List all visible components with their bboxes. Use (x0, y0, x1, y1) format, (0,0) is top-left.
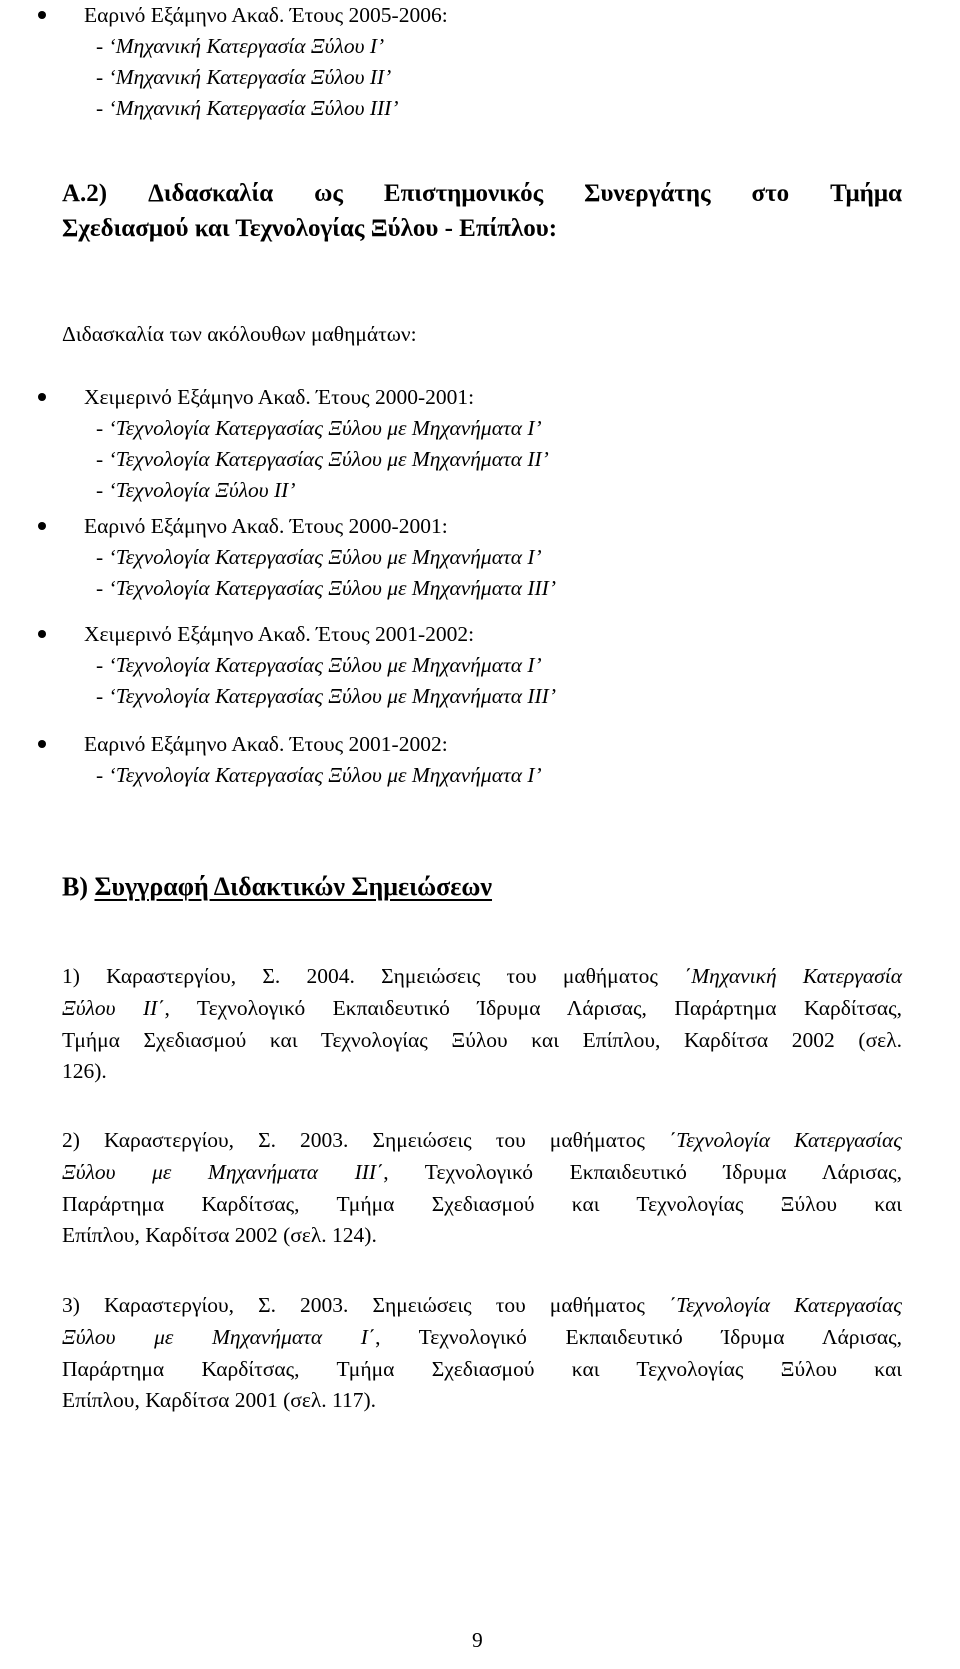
ref-text: , Τεχνολογικό Εκπαιδευτικό Ίδρυμα Λάρισας, (383, 1160, 902, 1184)
ref-title: ΄Τεχνολογία Κατεργασίας (668, 1128, 902, 1152)
section-b-label: Β) (62, 872, 88, 901)
reference-1-line1 (62, 960, 902, 992)
ref-text: 2) Καραστεργίου, Σ. 2003. Σημειώσεις του μαθήματος (62, 1128, 669, 1152)
ref-text: 3) Καραστεργίου, Σ. 2003. Σημειώσεις του μαθήματος (62, 1293, 669, 1317)
reference-2-line1 (62, 1124, 902, 1156)
section-a2-heading-line1 (62, 178, 902, 210)
reference-1-line4: 126). (62, 1059, 107, 1083)
heading-word: Τμήμα (830, 180, 902, 207)
reference-2-line2 (62, 1156, 902, 1188)
reference-3-line4: Επίπλου, Καρδίτσα 2001 (σελ. 117). (62, 1388, 377, 1412)
ref-title: Ξύλου με Μηχανήματα ΙΙΙ΄ (62, 1160, 384, 1184)
bullet-icon (38, 11, 46, 19)
course-item: - ‘Τεχνολογία Κατεργασίας Ξύλου με Μηχανήματα Ι’ (96, 545, 542, 569)
semester-heading: Χειμερινό Εξάμηνο Ακαδ. Έτους 2001-2002: (84, 622, 475, 646)
course-item: - ‘Μηχανική Κατεργασία Ξύλου ΙΙ’ (96, 65, 392, 89)
heading-word: στο (751, 180, 790, 207)
heading-word: Α.2) (62, 180, 108, 207)
semester-heading: Εαρινό Εξάμηνο Ακαδ. Έτους 2005-2006: (84, 3, 448, 27)
teaching-intro: Διδασκαλία των ακόλουθων μαθημάτων: (62, 322, 417, 346)
semester-heading: Εαρινό Εξάμηνο Ακαδ. Έτους 2000-2001: (84, 514, 448, 538)
heading-word: ως (314, 180, 343, 207)
reference-2-line3: Παράρτημα Καρδίτσας, Τμήμα Σχεδιασμού και Τεχνολογίας Ξύλου και (62, 1192, 902, 1216)
ref-title: Ξύλου με Μηχανήματα Ι΄ (62, 1325, 376, 1349)
course-item: - ‘Τεχνολογία Κατεργασίας Ξύλου με Μηχανήματα Ι’ (96, 416, 542, 440)
ref-text: , Τεχνολογικό Εκπαιδευτικό Ίδρυμα Λάρισας, (375, 1325, 902, 1349)
heading-word: Συνεργάτης (584, 180, 711, 207)
heading-word: Διδασκαλία (148, 180, 274, 207)
bullet-icon (38, 522, 46, 530)
ref-text: 1) Καραστεργίου, Σ. 2004. Σημειώσεις του μαθήματος (62, 964, 685, 988)
bullet-icon (38, 740, 46, 748)
course-item: - ‘Τεχνολογία Κατεργασίας Ξύλου με Μηχανήματα ΙΙΙ’ (96, 684, 557, 708)
reference-2-line4: Επίπλου, Καρδίτσα 2002 (σελ. 124). (62, 1223, 377, 1247)
course-item: - ‘Τεχνολογία Ξύλου ΙΙ’ (96, 478, 296, 502)
reference-1-line3: Τμήμα Σχεδιασμού και Τεχνολογίας Ξύλου και Επίπλου, Καρδίτσα 2002 (σελ. (62, 1028, 902, 1052)
reference-3-line3: Παράρτημα Καρδίτσας, Τμήμα Σχεδιασμού και Τεχνολογίας Ξύλου και (62, 1357, 902, 1381)
reference-3-line1 (62, 1289, 902, 1321)
bullet-icon (38, 393, 46, 401)
ref-title: ΄Μηχανική Κατεργασία (684, 964, 902, 988)
course-item: - ‘Τεχνολογία Κατεργασίας Ξύλου με Μηχανήματα ΙΙ’ (96, 447, 549, 471)
ref-title: ΄Τεχνολογία Κατεργασίας (668, 1293, 902, 1317)
reference-1-line2 (62, 992, 902, 1024)
section-b-title: Συγγραφή Διδακτικών Σημειώσεων (94, 872, 493, 901)
course-item: - ‘Τεχνολογία Κατεργασίας Ξύλου με Μηχανήματα Ι’ (96, 763, 542, 787)
reference-3-line2 (62, 1321, 902, 1353)
semester-heading: Χειμερινό Εξάμηνο Ακαδ. Έτους 2000-2001: (84, 385, 475, 409)
section-a2-heading-line2: Σχεδιασμού και Τεχνολογίας Ξύλου - Επίπλου: (62, 215, 558, 242)
page-number: 9 (472, 1628, 483, 1652)
course-item: - ‘Τεχνολογία Κατεργασίας Ξύλου με Μηχανήματα Ι’ (96, 653, 542, 677)
ref-text: , Τεχνολογικό Εκπαιδευτικό Ίδρυμα Λάρισας, Παράρτημα Καρδίτσας, (164, 996, 902, 1020)
course-item: - ‘Μηχανική Κατεργασία Ξύλου Ι’ (96, 34, 385, 58)
course-item: - ‘Τεχνολογία Κατεργασίας Ξύλου με Μηχανήματα ΙΙΙ’ (96, 576, 557, 600)
bullet-icon (38, 630, 46, 638)
semester-heading: Εαρινό Εξάμηνο Ακαδ. Έτους 2001-2002: (84, 732, 448, 756)
section-b-heading (62, 870, 492, 904)
course-item: - ‘Μηχανική Κατεργασία Ξύλου ΙΙΙ’ (96, 96, 399, 120)
ref-title: Ξύλου ΙΙ΄ (62, 996, 165, 1020)
heading-word: Επιστημονικός (383, 180, 544, 207)
